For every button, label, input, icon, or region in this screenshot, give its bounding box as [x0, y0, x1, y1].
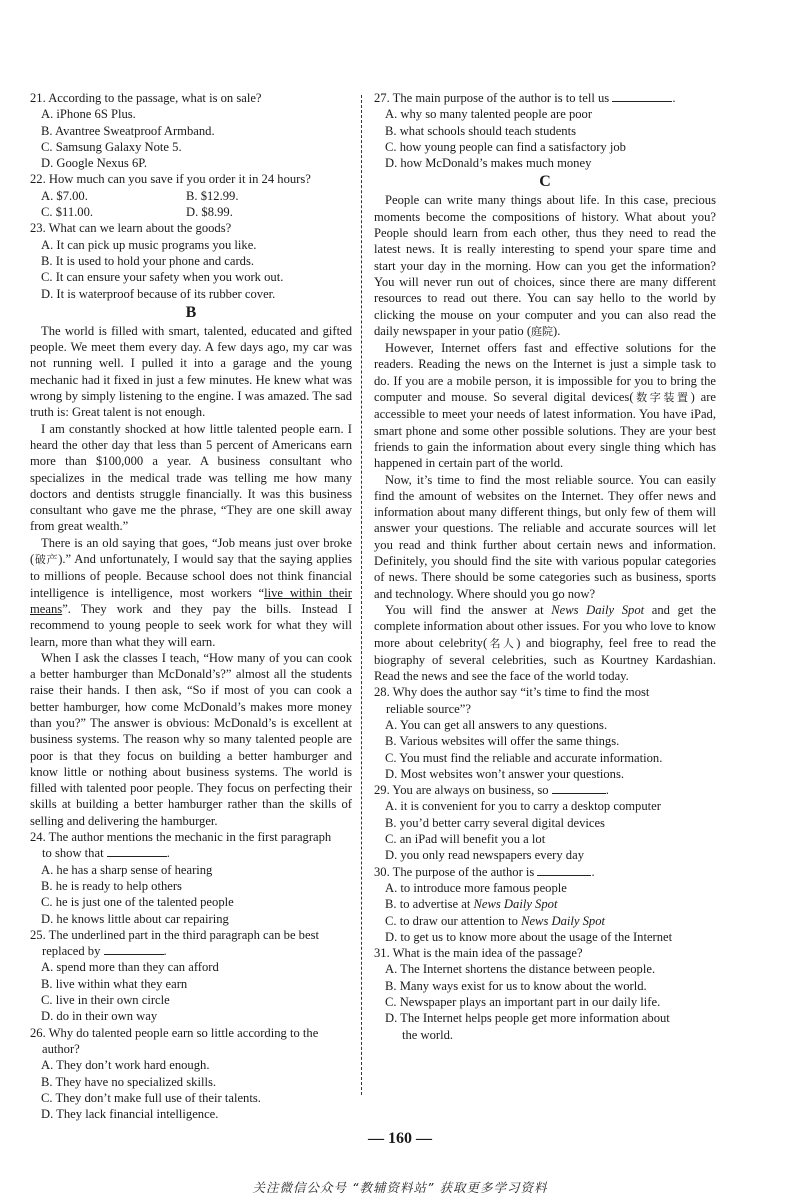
option-a: A. to introduce more famous people — [385, 880, 567, 895]
option-c: C. an iPad will benefit you a lot — [385, 832, 546, 847]
option-a: A. it is convenient for you to carry a desktop computer — [385, 799, 661, 814]
column-divider — [361, 95, 362, 1095]
option-b: B. he is ready to help others — [41, 878, 182, 893]
options-row-ab — [30, 188, 352, 204]
option-a: A. spend more than they can afford — [41, 960, 219, 975]
option-b: B. It is used to hold your phone and cards. — [41, 253, 255, 268]
question-23 — [30, 220, 352, 301]
option-b: B. They have no specialized skills. — [41, 1074, 216, 1089]
option-d: D. They lack financial intelligence. — [41, 1107, 219, 1122]
chinese-gloss: 数字装置 — [633, 391, 691, 405]
answer-blank — [552, 783, 606, 794]
option-c: C. It can ensure your safety when you work out. — [41, 270, 284, 285]
option-c: C. Samsung Galaxy Note 5. — [41, 139, 182, 154]
question-22 — [30, 171, 352, 220]
text-run: There is an old saying that goes, “Job means just over broke ( — [30, 535, 352, 567]
stem-text: to show that — [42, 846, 104, 861]
passage-b-paragraph-3 — [30, 535, 352, 650]
passage-c-paragraph-4 — [374, 602, 716, 684]
option-d: D. Most websites won’t answer your questions. — [385, 766, 625, 781]
option-c: C. They don’t make full use of their talents. — [41, 1090, 261, 1105]
option-d: D. you only read newspapers every day — [385, 848, 584, 863]
site-name: News Daily Spot — [551, 602, 645, 617]
option-b: B. you’d better carry several digital devices — [385, 815, 605, 830]
option-a: A. he has a sharp sense of hearing — [41, 862, 213, 877]
passage-b-paragraph-1: The world is filled with smart, talented, educated and gifted people. We meet them every day. A few days ago, my car was not running well. I pulled it into a garage and the young mechanic had it fixed in just a few minutes. He knew what was wrong by simply listening to the engine. I was amazed. The sad truth is: Great talent is not enough. — [30, 323, 352, 420]
option-c: C. $11.00. — [41, 205, 94, 220]
option-text: B. to advertise at — [385, 897, 474, 912]
option-b: B. Avantree Sweatproof Armband. — [41, 123, 215, 138]
options-row-cd — [30, 204, 352, 220]
option-b: B. live within what they earn — [41, 976, 188, 991]
option-d: D. he knows little about car repairing — [41, 911, 229, 926]
section-heading-b: B — [185, 303, 197, 321]
option-d: D. to get us to know more about the usage of the Internet — [385, 929, 673, 944]
question-stem: 23. What can we learn about the goods? — [30, 221, 232, 236]
question-stem: 28. Why does the author say “it’s time to find the most — [374, 685, 650, 700]
question-stem: 21. According to the passage, what is on sale? — [30, 91, 262, 105]
option-a: A. The Internet shortens the distance between people. — [385, 962, 656, 977]
text-run: You will find the answer at — [385, 602, 552, 617]
chinese-gloss: 庭院 — [531, 324, 554, 338]
question-27 — [374, 90, 716, 171]
answer-blank — [104, 944, 164, 955]
text-run: ”. They work and they pay the bills. Instead I recommend to young people to seek work for what they will learn, more than what they will earn. — [30, 601, 352, 649]
question-stem: 22. How much can you save if you order it in 24 hours? — [30, 172, 311, 187]
question-28 — [374, 684, 716, 782]
option-a: A. You can get all answers to any questions. — [385, 717, 608, 732]
question-26 — [30, 1025, 352, 1123]
left-column — [30, 90, 352, 1122]
text-run: and get the complete information about other issues. For you who love to know more about celebrity( — [374, 602, 716, 650]
stem-text: 29. You are always on business, so — [374, 783, 549, 798]
question-21 — [30, 90, 352, 171]
option-b: B. $12.99. — [186, 188, 239, 203]
answer-blank — [107, 846, 167, 857]
question-25 — [30, 927, 352, 1025]
passage-b-paragraph-4: When I ask the classes I teach, “How many of you can cook a better hamburger than McDonald’s?” almost all the students raise their hands. I then ask, “So if most of you can cook a better hamburger, how come McDonald’s makes more money than you?” The answer is obvious: McDonald’s is excellent at business systems. The reason why so many talented people are poor is that they focus on building a better hamburger and know little or nothing about business systems. The world is filled with talented poor people. They focus on perfecting their skills at building a better hamburger rather than the skills of selling and delivering the hamburger. — [30, 650, 352, 828]
option-d: D. how McDonald’s makes much money — [385, 156, 592, 171]
page-number: — 160 — — [368, 1130, 432, 1147]
option-d-cont: the world. — [402, 1027, 454, 1042]
option-b: B. Many ways exist for us to know about the world. — [385, 978, 647, 993]
option-c: C. how young people can find a satisfactory job — [385, 139, 626, 154]
stem-text: 30. The purpose of the author is — [374, 864, 535, 879]
option-c — [374, 913, 716, 929]
question-stem: 29. You are always on business, so . — [374, 783, 609, 798]
underlined-phrase: live within their means — [30, 585, 352, 616]
passage-b-paragraph-2: I am constantly shocked at how little talented people earn. I heard the other day that less than 5 percent of Americans earn more than $100,000 a year. A business consultant who specializes in the medical trade was telling me how many doctors and dentists struggle financially. It was this business consultant who gave me the phrase, “They are one skill away from great wealth.” — [30, 421, 352, 534]
site-name: News Daily Spot — [521, 913, 606, 928]
option-a: A. $7.00. — [41, 188, 88, 203]
option-text: C. to draw our attention to — [385, 913, 522, 928]
text-run: However, Internet offers fast and effective solutions for the readers. Reading the news on the Internet is just a simple task to do. If you are a mobile person, it is impossible for you to bring the computer and mouse. So several digital devices( — [374, 341, 716, 405]
option-a: A. why so many talented people are poor — [385, 107, 593, 122]
footer-note: 关注微信公众号 “教辅资料站” 获取更多学习资料 — [252, 1180, 548, 1195]
option-d: D. $8.99. — [186, 205, 233, 220]
answer-blank — [537, 865, 591, 876]
stem-text: replaced by — [42, 944, 101, 959]
chinese-gloss: 破产 — [34, 553, 59, 567]
option-b: B. what schools should teach students — [385, 123, 576, 138]
option-d: D. It is waterproof because of its rubber cover. — [41, 286, 276, 301]
passage-c-paragraph-3: Now, it’s time to find the most reliable source. You can easily find the amount of websites on the Internet. They offer news and information about many different things, but only few of them will answer your questions. The reliable and accurate sources will let you read and think further about certain news and information. Definitely, you should find the site with various popular categories of news. There should be some categories such as business, sports and technology. Where should you go now? — [374, 472, 716, 601]
stem-text: 27. The main purpose of the author is to tell us — [374, 91, 610, 105]
option-d: D. Google Nexus 6P. — [41, 156, 147, 171]
answer-blank — [612, 91, 672, 102]
passage-c-paragraph-1 — [374, 192, 716, 340]
question-stem-cont: reliable source”? — [386, 701, 471, 716]
question-24 — [30, 829, 352, 927]
question-29 — [374, 782, 716, 863]
question-stem-cont: to show that . — [42, 846, 170, 861]
option-d: D. do in their own way — [41, 1009, 158, 1024]
option-c: C. Newspaper plays an important part in our daily life. — [385, 995, 661, 1010]
question-stem: 27. The main purpose of the author is to tell us . — [374, 91, 676, 105]
question-stem: 30. The purpose of the author is . — [374, 864, 595, 879]
question-stem: 26. Why do talented people earn so little according to the — [30, 1025, 319, 1040]
right-column — [374, 90, 716, 1043]
option-d: D. The Internet helps people get more information about — [385, 1011, 670, 1026]
text-run: ).” And unfortunately, I would say that the saying applies to millions of people. Because school does not think financial intelligence is intelligence, most workers “ — [30, 552, 352, 600]
option-b — [374, 896, 716, 912]
question-stem-cont: replaced by . — [42, 944, 167, 959]
question-stem: 24. The author mentions the mechanic in the first paragraph — [30, 830, 332, 845]
option-c: C. You must find the reliable and accurate information. — [385, 750, 663, 765]
option-c: C. live in their own circle — [41, 993, 170, 1008]
text-run: ). — [553, 323, 561, 338]
chinese-gloss: 名人 — [487, 636, 517, 650]
section-heading-c: C — [539, 173, 551, 191]
question-stem-cont: author? — [42, 1041, 80, 1056]
option-b: B. Various websites will offer the same things. — [385, 734, 620, 749]
question-stem: 25. The underlined part in the third paragraph can be best — [30, 927, 319, 942]
option-c: C. he is just one of the talented people — [41, 895, 234, 910]
option-a: A. It can pick up music programs you like. — [41, 237, 257, 252]
text-run: People can write many things about life. In this case, precious moments become the compositions of history. What about you? People should learn from each other, thus they need to read the latest news. It is really interesting to spend your spare time and start your day in the morning. How can you get the information? You will never run out of choices, since there are many different resources to read out there. You can say hello to the world by clicking the mouse on your computer and you can also read the daily newspaper in your patio ( — [374, 193, 716, 338]
question-stem: 31. What is the main idea of the passage? — [374, 946, 583, 961]
question-31 — [374, 945, 716, 1043]
text-run: ) and biography, feel free to read the biography of several celebrities, such as Kourtney Kardashian. Read the news and see the face of the world today. — [374, 635, 716, 684]
option-a: A. iPhone 6S Plus. — [41, 107, 136, 122]
question-30 — [374, 864, 716, 945]
text-run: ) are accessible to meet your needs of latest information. You have iPad, smart phone and some other possible solutions. They are your best friends to gain the information about every single thing which has happened in certain part of the world. — [374, 390, 717, 471]
passage-c-paragraph-2 — [374, 340, 716, 471]
option-a: A. They don’t work hard enough. — [41, 1058, 210, 1073]
site-name: News Daily Spot — [473, 897, 558, 912]
